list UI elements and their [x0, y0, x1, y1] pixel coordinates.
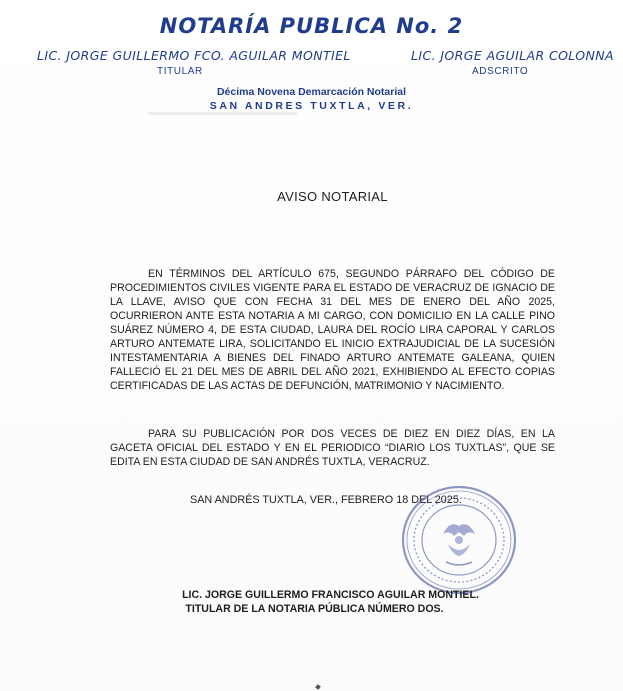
demarcation-label: Décima Novena Demarcación Notarial [216, 86, 407, 98]
place-date: SAN ANDRÉS TUXTLA, VER., FEBRERO 18 DEL 2025. [190, 494, 462, 506]
signatory-name: LIC. JORGE GUILLERMO FRANCISCO AGUILAR MONTIEL. [182, 589, 479, 601]
letterhead-city: SAN ANDRES TUXTLA, VER. [209, 100, 414, 112]
titular-role: TITULAR [157, 66, 203, 77]
seal-graphic [398, 482, 520, 598]
signatory-role: TITULAR DE LA NOTARIA PÚBLICA NÚMERO DOS. [185, 603, 444, 615]
titular-name: LIC. JORGE GUILLERMO FCO. AGUILAR MONTIEL [37, 48, 351, 63]
adscrito-role: ADSCRITO [472, 66, 529, 77]
document-title: AVISO NOTARIAL [277, 189, 388, 204]
notice-paragraph-1: EN TÉRMINOS DEL ARTÍCULO 675, SEGUNDO PÁRRAFO DEL CÓDIGO DE PROCEDIMIENTOS CIVILES VIGENTE PARA EL ESTADO DE VERACRUZ DE IGNACIO DE LA LLAVE, AVISO QUE CON FECHA 31 DEL MES DE ENERO DEL AÑO 2025, OCURRIERON ANTE ESTA NOTARIA A MI CARGO, CON DOMICILIO EN LA CALLE PINO SUÁREZ NÚMERO 4, DE ESTA CIUDAD, LAURA DEL ROCÍO LIRA CAPORAL Y CARLOS ARTURO ANTEMATE LIRA, SOLICITANDO EL INICIO EXTRAJUDICIAL DE LA SUCESIÓN INTESTAMENTARIA A BIENES DEL FINADO ARTURO ANTEMATE GALEANA, QUIEN FALLECIÓ EL 21 DEL MES DE ABRIL DEL AÑO 2021, EXHIBIENDO AL EFECTO COPIAS CERTIFICADAS DE LAS ACTAS DE DEFUNCIÓN, MATRIMONIO Y NACIMIENTO. [110, 268, 555, 392]
faded-mark [148, 112, 298, 115]
adscrito-name: LIC. JORGE AGUILAR COLONNA [411, 48, 614, 63]
stray-mark [315, 684, 320, 689]
letterhead-title: NOTARÍA PUBLICA No. 2 [159, 14, 464, 38]
notice-paragraph-2: PARA SU PUBLICACIÓN POR DOS VECES DE DIEZ EN DIEZ DÍAS, EN LA GACETA OFICIAL DEL ESTADO Y EN EL PERIODICO “DIARIO LOS TUXTLAS”, QUE SE EDITA EN ESTA CIUDAD DE SAN ANDRÉS TUXTLA, VERACRUZ. [110, 428, 555, 468]
notary-seal-icon [398, 482, 520, 598]
